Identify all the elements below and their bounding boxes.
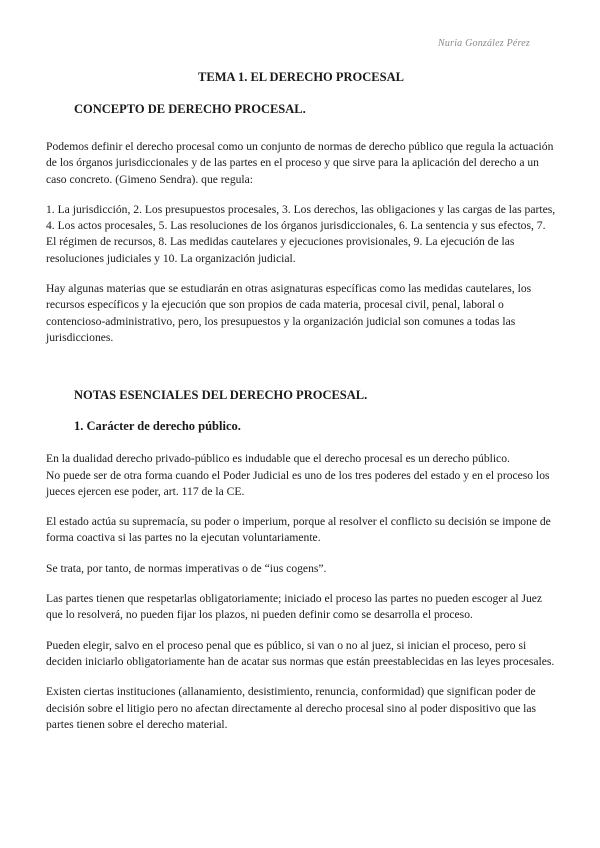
- document-title: TEMA 1. EL DERECHO PROCESAL: [198, 70, 404, 84]
- section-heading-concepto: CONCEPTO DE DERECHO PROCESAL.: [74, 102, 306, 116]
- paragraph-ius-cogens: Se trata, por tanto, de normas imperativas o de “ius cogens”.: [46, 561, 327, 575]
- subsection-heading-caracter: 1. Carácter de derecho público.: [74, 419, 241, 434]
- paragraph-public-law-line2: No puede ser de otra forma cuando el Poder Judicial es uno de los tres poderes del estado y en el proceso los jueces ejercen ese poder, art. 117 de la CE.: [46, 468, 550, 498]
- paragraph-supremacy: El estado actúa su supremacía, su poder o imperium, porque al resolver el conflicto su decisión se impone de forma coactiva si las partes no la ejecutan voluntariamente.: [46, 515, 551, 545]
- section-heading-notas: NOTAS ESENCIALES DEL DERECHO PROCESAL.: [74, 388, 368, 403]
- paragraph-obligations: Las partes tienen que respetarlas obligatoriamente; iniciado el proceso las partes no pueden escoger al Juez que lo resolverá, no pueden fijar los plazos, ni pueden definir como se desarrolla el proceso.: [46, 592, 543, 622]
- paragraph-definition: Podemos definir el derecho procesal como un conjunto de normas de derecho público que regula la actuación de los órganos jurisdiccionales y de las partes en el proceso y que sirve para la aplicación del derecho a un caso concreto. (Gimeno Sendra). que regula:: [46, 140, 554, 186]
- paragraph-choice: Pueden elegir, salvo en el proceso penal que es público, si van o no al juez, si inician el proceso, pero si deciden iniciarlo obligatoriamente han de acatar sus normas que están preestablecidas en las leyes procesales.: [46, 638, 555, 668]
- paragraph-other-subjects: Hay algunas materias que se estudiarán en otras asignaturas específicas como las medidas cautelares, los recursos específicos y la ejecución que son propios de cada materia, procesal civil, penal, laboral o contencioso-administrativo, pero, los presupuestos y la organización judicial son comunes a todas las jurisdicciones.: [46, 282, 532, 344]
- paragraph-institutions: Existen ciertas instituciones (allanamiento, desistimiento, renuncia, conformidad) que significan poder de decisión sobre el litigio pero no afectan directamente al derecho procesal sino al poder dispositivo que las partes tienen sobre el derecho material.: [46, 685, 536, 731]
- paragraph-public-law-line1: En la dualidad derecho privado-público es indudable que el derecho procesal es un derecho público.: [46, 452, 510, 466]
- paragraph-public-law: [46, 451, 556, 500]
- author-signature: Nuria González Pérez: [438, 38, 530, 49]
- paragraph-contents-list: 1. La jurisdicción, 2. Los presupuestos procesales, 3. Los derechos, las obligaciones y las cargas de las partes, 4. Los actos procesales, 5. Las resoluciones de los órganos jurisdiccionales, 6. La sentencia y sus efectos, 7. El régimen de recursos, 8. Las medidas cautelares y ejecuciones provisionales, 9. La ejecución de las resoluciones judiciales y 10. La organización judicial.: [46, 202, 556, 265]
- document-body: [46, 70, 556, 747]
